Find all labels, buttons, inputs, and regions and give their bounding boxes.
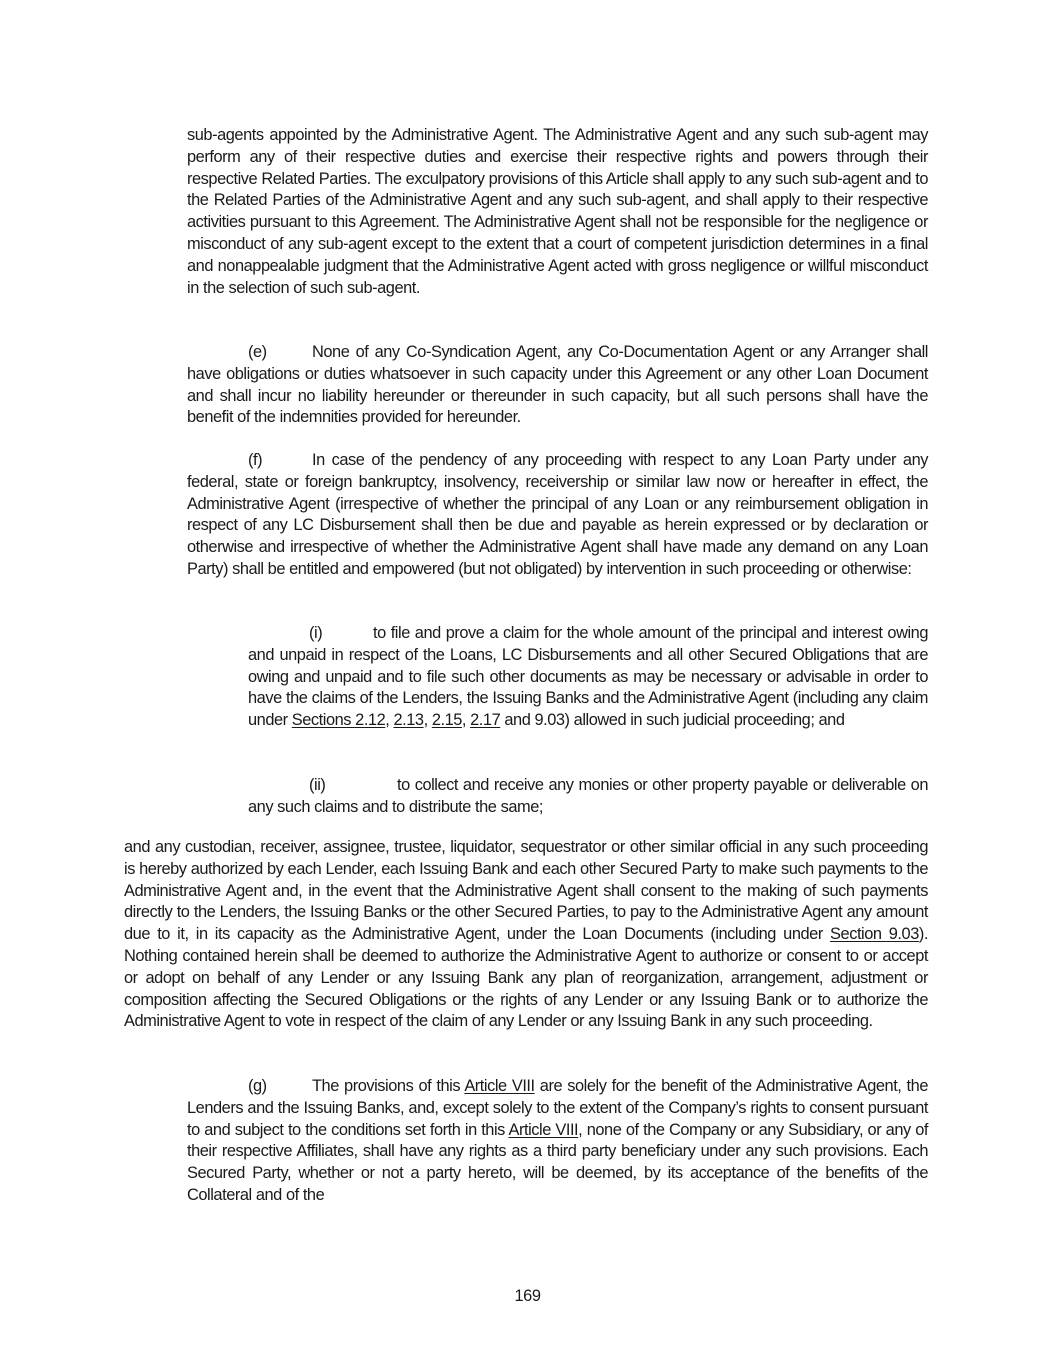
clause-text-ii: to collect and receive any monies or other property payable or deliverable on any such claims and to distribute the same; [248,776,928,816]
clause-text-f: In case of the pendency of any proceeding with respect to any Loan Party under any federal, state or foreign bankruptcy, insolvency, receivership or similar law now or hereafter in effect, the Administrative Agent (irrespective of whether the principal of any Loan or any reimbursement obligation in respect of any LC Disbursement shall then be due and payable as herein expressed or by declaration or otherwise and irrespective of whether the Administrative Agent shall have made any demand on any Loan Party) shall be entitled and empowered (but not obligated) by intervention in such proceeding or otherwise: [187,451,928,578]
link-section-2-15[interactable]: 2.15 [431,711,462,730]
link-sections-2-12[interactable]: Sections 2.12 [291,711,386,730]
paragraph-flush [124,837,928,1033]
paragraph-e [187,342,928,429]
clause-label-f: (f) [248,451,263,469]
clause-text-i: to file and prove a claim for the whole amount of the principal and interest owing and unpaid in respect of the Loans, LC Disbursements and all other Secured Obligations that are owing and unpaid and to file such other documents as may be necessary or advisable in order to have the claims of the Lenders, the Issuing Banks and the Administrative Agent (including any claim under [248,624,928,730]
clause-text-i-tail: and 9.03) allowed in such judicial proceeding; and [504,711,845,730]
clause-text-g-c: , none of the Company or any Subsidiary, or any of their respective Affiliates, shall have any rights as a third party beneficiary under any such provisions. Each Secured Party, whether or not a party hereto, will be deemed, by its acceptance of the benefits of the Collateral and of the [187,1120,929,1204]
separator: , [423,711,428,730]
paragraph-text: sub-agents appointed by the Administrative Agent. The Administrative Agent and any such sub-agent may perform any of their respective duties and exercise their respective rights and powers through their respective Related Parties. The exculpatory provisions of this Article shall apply to any such sub-agent and to the Related Parties of the Administrative Agent and any such sub-agent, and shall apply to their respective activities pursuant to this Agreement. The Administrative Agent shall not be responsible for the negligence or misconduct of any sub-agent except to the extent that a court of competent jurisdiction determines in a final and nonappealable judgment that the Administrative Agent acted with gross negligence or willful misconduct in the selection of such sub-agent. [187,126,928,297]
flush-text-b: ). Nothing contained herein shall be deemed to authorize the Administrative Agent to authorize or consent to or accept or adopt on behalf of any Lender or any Issuing Bank any plan of reorganization, arrangement, adjustment or composition affecting the Secured Obligations or the rights of any Lender or any Issuing Bank or to authorize the Administrative Agent to vote in respect of the claim of any Lender or any Issuing Bank in any such proceeding. [124,925,928,1031]
flush-text-a: and any custodian, receiver, assignee, trustee, liquidator, sequestrator or other similar official in any such proceeding is hereby authorized by each Lender, each Issuing Bank and each other Secured Party to make such payments to the Administrative Agent and, in the event that the Administrative Agent shall consent to the making of such payments directly to the Lenders, the Issuing Banks or the other Secured Parties, to pay to the Administrative Agent any amount due to it, in its capacity as the Administrative Agent, under the Loan Documents (including under [124,838,928,944]
subparagraph-i [248,623,928,732]
paragraph-f [187,450,928,581]
link-section-2-13[interactable]: 2.13 [393,711,424,730]
clause-text-e: None of any Co-Syndication Agent, any Co-Documentation Agent or any Arranger shall have obligations or duties whatsoever in such capacity under this Agreement or any other Loan Document and shall incur no liability hereunder or thereunder in such capacity, but all such persons shall have the benefit of the indemnities provided for hereunder. [187,343,928,427]
page-number: 169 [514,1287,541,1305]
separator: , [461,711,467,730]
clause-text-g-a: The provisions of this [312,1077,461,1095]
link-section-9-03[interactable]: Section 9.03 [830,925,919,944]
link-section-2-17[interactable]: 2.17 [470,711,501,730]
subparagraph-ii [248,775,928,819]
link-article-viii[interactable]: Article VIII [464,1077,535,1095]
clause-text-g-b: are solely for the benefit of the Administrative Agent, the Lenders and the Issuing Banks, and, except solely to the extent of the Company’s rights to consent pursuant to and subject to the conditions set forth in this [187,1077,928,1139]
link-article-viii-2[interactable]: Article VIII [508,1120,579,1139]
clause-label-e: (e) [248,343,267,361]
clause-label-i: (i) [309,624,323,642]
clause-label-g: (g) [248,1077,267,1095]
clause-label-ii: (ii) [309,776,326,794]
paragraph-g [187,1076,928,1207]
separator: , [385,711,390,730]
paragraph-continuation [187,125,928,299]
